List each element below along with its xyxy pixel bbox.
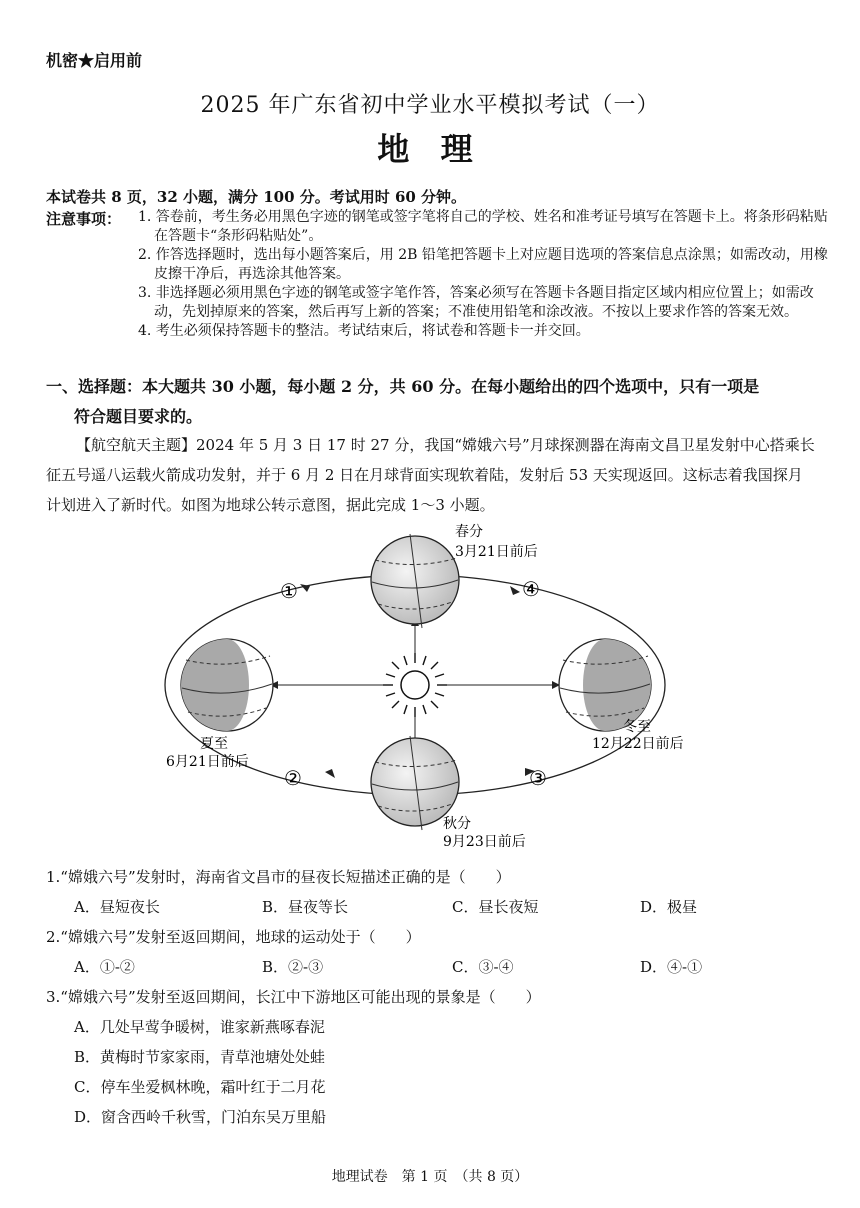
question-3-stem: 3.“嫦娥六号”发射至返回期间，长江中下游地区可能出现的景象是（ ） — [46, 988, 541, 1006]
earth-summer-icon — [181, 639, 273, 731]
section-heading-line2: 符合题目要求的。 — [74, 407, 203, 426]
orbit-arrow-icon — [510, 586, 520, 595]
label-n2: ② — [284, 766, 302, 790]
label-n1: ① — [280, 579, 298, 603]
notice-label: 注意事项： — [46, 210, 122, 228]
q3-option-d: D．窗含西岭千秋雪，门泊东吴万里船 — [74, 1108, 327, 1126]
label-summer-date: 6月21日前后 — [166, 754, 249, 770]
q1-option-b: B．昼夜等长 — [262, 898, 349, 916]
earth-spring-icon — [371, 534, 459, 628]
q3-option-c: C．停车坐爱枫林晚，霜叶红于二月花 — [74, 1078, 326, 1096]
question-2-stem: 2.“嫦娥六号”发射至返回期间，地球的运动处于（ ） — [46, 928, 421, 946]
page-footer: 地理试卷 第 1 页 （共 8 页） — [331, 1169, 529, 1185]
sun-icon — [383, 653, 447, 717]
earth-revolution-diagram — [160, 520, 700, 850]
exam-title: 2025 年广东省初中学业水平模拟考试（一） — [200, 93, 660, 118]
confidential-label: 机密★启用前 — [46, 51, 143, 70]
q2-option-b: B．②-③ — [262, 958, 324, 976]
notice-item: 2. 作答选择题时，选出每小题答案后，用 2B 铅笔把答题卡上对应题目选项的答案信息点涂黑；如需改动，用橡皮擦干净后，再选涂其他答案。 — [138, 247, 828, 282]
label-autumn: 秋分 — [443, 816, 471, 832]
section-heading-line1: 一、选择题：本大题共 30 小题，每小题 2 分，共 60 分。在每小题给出的四个选项中，只有一项是 — [46, 377, 760, 396]
exam-info: 本试卷共 8 页，32 小题，满分 100 分。考试用时 60 分钟。 — [46, 188, 467, 206]
label-n4: ④ — [522, 577, 540, 601]
q2-option-d: D．④-① — [640, 958, 703, 976]
notice-item: 1. 答卷前，考生务必用黑色字迹的钢笔或签字笔将自己的学校、姓名和准考证号填写在答题卡上。将条形码粘贴在答题卡“条形码粘贴处”。 — [138, 209, 828, 244]
notice-item: 4. 考生必须保持答题卡的整洁。考试结束后，将试卷和答题卡一并交回。 — [138, 323, 590, 339]
notice-item: 3. 非选择题必须用黑色字迹的钢笔或签字笔作答，答案必须写在答题卡各题目指定区域内相应位置上；如需改动，先划掉原来的答案，然后再写上新的答案；不准使用铅笔和涂改液。不按以上要求作答的答案无效。 — [138, 285, 814, 320]
subject-title: 地 理 — [377, 130, 483, 168]
q2-option-a: A．①-② — [74, 958, 135, 976]
section-heading — [46, 372, 806, 432]
label-spring-date: 3月21日前后 — [455, 544, 538, 560]
passage: 【航空航天主题】2024 年 5 月 3 日 17 时 27 分，我国“嫦娥六号”月球探测器在海南文昌卫星发射中心搭乘长征五号遥八运载火箭成功发射，并于 6 月 2 日在月球背面实现软着陆，发射后 53 天实现返回。这标志着我国探月计划进入了新时代。如图为地球公转示意图，据此完成 1～3 小题。 — [46, 436, 815, 514]
q3-option-b: B．黄梅时节家家雨，青草池塘处处蛙 — [74, 1048, 326, 1066]
q1-option-d: D．极昼 — [640, 898, 698, 916]
q1-option-c: C．昼长夜短 — [452, 898, 539, 916]
earth-winter-icon — [559, 639, 651, 731]
label-spring: 春分 — [455, 524, 483, 540]
label-winter: 冬至 — [623, 719, 651, 735]
label-autumn-date: 9月23日前后 — [443, 834, 526, 850]
question-1-stem: 1.“嫦娥六号”发射时，海南省文昌市的昼夜长短描述正确的是（ ） — [46, 868, 511, 886]
label-winter-date: 12月22日前后 — [592, 736, 684, 752]
q1-option-a: A．昼短夜长 — [74, 898, 160, 916]
q2-option-c: C．③-④ — [452, 958, 514, 976]
notice-list — [138, 208, 828, 341]
orbit-arrow-icon — [325, 769, 335, 778]
label-n3: ③ — [529, 766, 547, 790]
label-summer: 夏至 — [200, 736, 228, 752]
q3-option-a: A．几处早莺争暖树，谁家新燕啄春泥 — [74, 1018, 325, 1036]
